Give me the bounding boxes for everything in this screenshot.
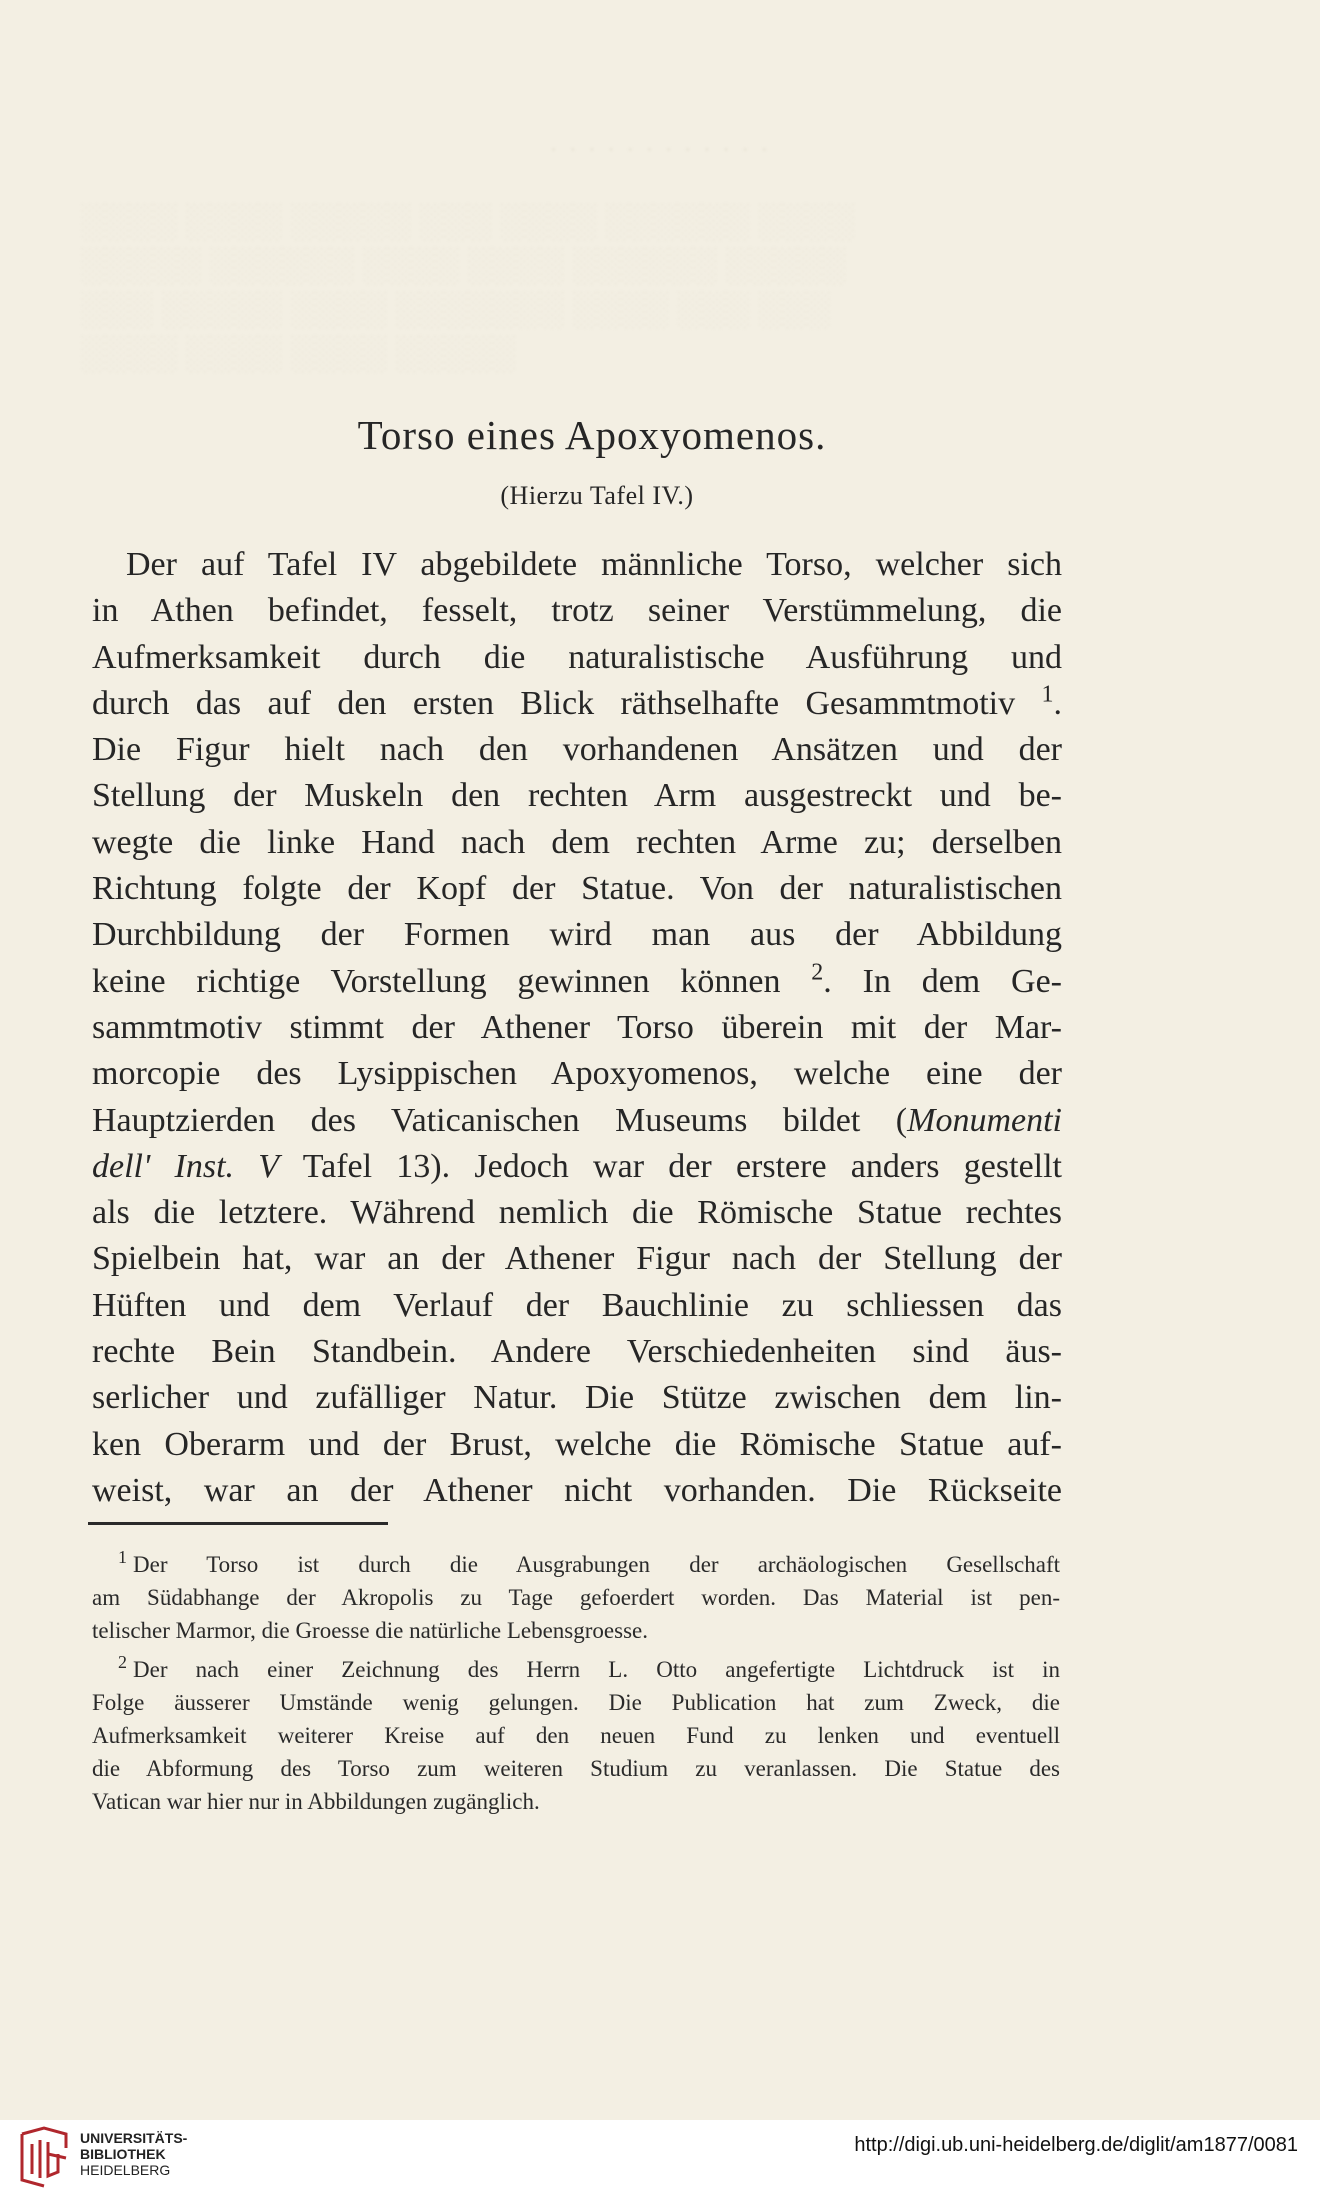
italic-citation: dell' Inst. V xyxy=(92,1147,280,1185)
italic-citation: Monumenti xyxy=(907,1101,1062,1139)
body-line xyxy=(92,959,1062,1005)
library-name xyxy=(80,2130,187,2178)
body-line: Durchbildung der Formen wird man aus der Abbildung xyxy=(92,916,1062,954)
body-line: morcopie des Lysippischen Apoxyomenos, welche eine der xyxy=(92,1055,1062,1093)
footnote-line xyxy=(92,1548,1060,1581)
body-line: sammtmotiv stimmt der Athener Torso überein mit der Mar- xyxy=(92,1008,1062,1046)
footnote-1 xyxy=(92,1548,1060,1647)
body-line: rechte Bein Standbein. Andere Verschiedenheiten sind äus- xyxy=(92,1333,1062,1371)
footnote-line: die Abformung des Torso zum weiteren Studium zu veranlassen. Die Statue des xyxy=(92,1756,1060,1781)
body-line: serlicher und zufälliger Natur. Die Stütze zwischen dem lin- xyxy=(92,1379,1062,1417)
footnote-line: telischer Marmor, die Groesse die natürliche Lebensgroesse. xyxy=(92,1618,648,1643)
footnote-line: Aufmerksamkeit weiterer Kreise auf den neuen Fund zu lenken und eventuell xyxy=(92,1723,1060,1748)
footnote-line xyxy=(92,1653,1060,1686)
footnote-reference-suffix: . xyxy=(1053,684,1062,722)
footnote-line: Vatican war hier nur in Abbildungen zugänglich. xyxy=(92,1789,540,1814)
show-through-text: ░░░░ ░░░░ ░░░░░ ░░░ ░░░░ ░░░░░░ ░░░░ ░░░░░ ░░░░░░ ░░░░ ░░░░ ░░░░░░ ░░░░░ ░░░ ░░░░░ ░░░░ ░░░░░░░ ░░░░ ░░░ ░░░ ░░░░ ░░░░ ░░░░ ░░░░░ xyxy=(80,203,854,372)
body-line: als die letztere. Während nemlich die Römische Statue rechtes xyxy=(92,1194,1062,1232)
body-line: ken Oberarm und der Brust, welche die Römische Statue auf- xyxy=(92,1425,1062,1463)
body-line xyxy=(92,1098,1062,1144)
body-line-text: keine richtige Vorstellung gewinnen können xyxy=(92,962,781,1000)
body-line-text: Hauptzierden des Vaticanischen Museums bildet ( xyxy=(92,1101,908,1139)
body-line: Aufmerksamkeit durch die naturalistische Ausführung und xyxy=(92,638,1062,676)
footnote-reference-1: 1 xyxy=(1041,681,1054,708)
body-line xyxy=(92,1144,1062,1190)
body-line: Der auf Tafel IV abgebildete männliche Torso, welcher sich xyxy=(126,546,1062,583)
footnote-2 xyxy=(92,1653,1060,1818)
footnote-mark: 2 xyxy=(118,1652,127,1673)
article xyxy=(92,400,1062,1514)
body-line: Hüften und dem Verlauf der Bauchlinie zu schliessen das xyxy=(92,1286,1062,1324)
article-title: Torso eines Apoxyomenos. xyxy=(357,412,827,458)
body-line: Stellung der Muskeln den rechten Arm ausgestreckt und be- xyxy=(92,777,1062,815)
body-line: wegte die linke Hand nach dem rechten Arme zu; derselben xyxy=(92,823,1062,861)
source-url[interactable]: http://digi.ub.uni-heidelberg.de/diglit/am1877/0081 xyxy=(854,2134,1298,2156)
body-line-text: In dem Ge- xyxy=(862,962,1062,1000)
plate-reference: (Hierzu Tafel IV.) xyxy=(500,481,694,510)
footnote-line-text: Der Torso ist durch die Ausgrabungen der archäologischen Gesellschaft xyxy=(133,1552,1060,1577)
body-line-text: durch das auf den ersten Blick räthselhafte Gesammtmotiv xyxy=(92,684,1016,722)
footnote-reference-2: 2 xyxy=(811,959,824,986)
footnote-reference-suffix: . xyxy=(823,962,832,1000)
body-line: Richtung folgte der Kopf der Statue. Von der naturalistischen xyxy=(92,870,1062,908)
body-line: Spielbein hat, war an der Athener Figur nach der Stellung der xyxy=(92,1240,1062,1278)
footnote-line: am Südabhange der Akropolis zu Tage gefoerdert worden. Das Material ist pen- xyxy=(92,1585,1060,1610)
body-line: weist, war an der Athener nicht vorhanden. Die Rückseite xyxy=(92,1471,1062,1509)
library-name-line: HEIDELBERG xyxy=(80,2162,171,2178)
library-name-line: BIBLIOTHEK xyxy=(80,2146,166,2162)
footnote-line: Folge äusserer Umstände wenig gelungen. Die Publication hat zum Zweck, die xyxy=(92,1690,1060,1715)
footnote-mark: 1 xyxy=(118,1547,127,1568)
digitization-footer xyxy=(0,2120,1320,2206)
show-through-header: · · · · · · · · · · · · xyxy=(549,135,771,164)
footnotes xyxy=(92,1548,1060,1824)
footnote-line-text: Der nach einer Zeichnung des Herrn L. Otto angefertigte Lichtdruck ist in xyxy=(133,1657,1060,1682)
body-line: Die Figur hielt nach den vorhandenen Ansätzen und der xyxy=(92,731,1062,769)
body-line: in Athen befindet, fesselt, trotz seiner Verstümmelung, die xyxy=(92,592,1062,630)
article-body xyxy=(92,542,1062,1514)
body-line xyxy=(92,681,1062,727)
footnote-divider xyxy=(88,1522,388,1525)
library-name-line: UNIVERSITÄTS- xyxy=(80,2130,188,2146)
heidelberg-library-logo-icon xyxy=(14,2124,74,2190)
body-line-text: Tafel 13). Jedoch war der erstere anders gestellt xyxy=(302,1147,1062,1185)
